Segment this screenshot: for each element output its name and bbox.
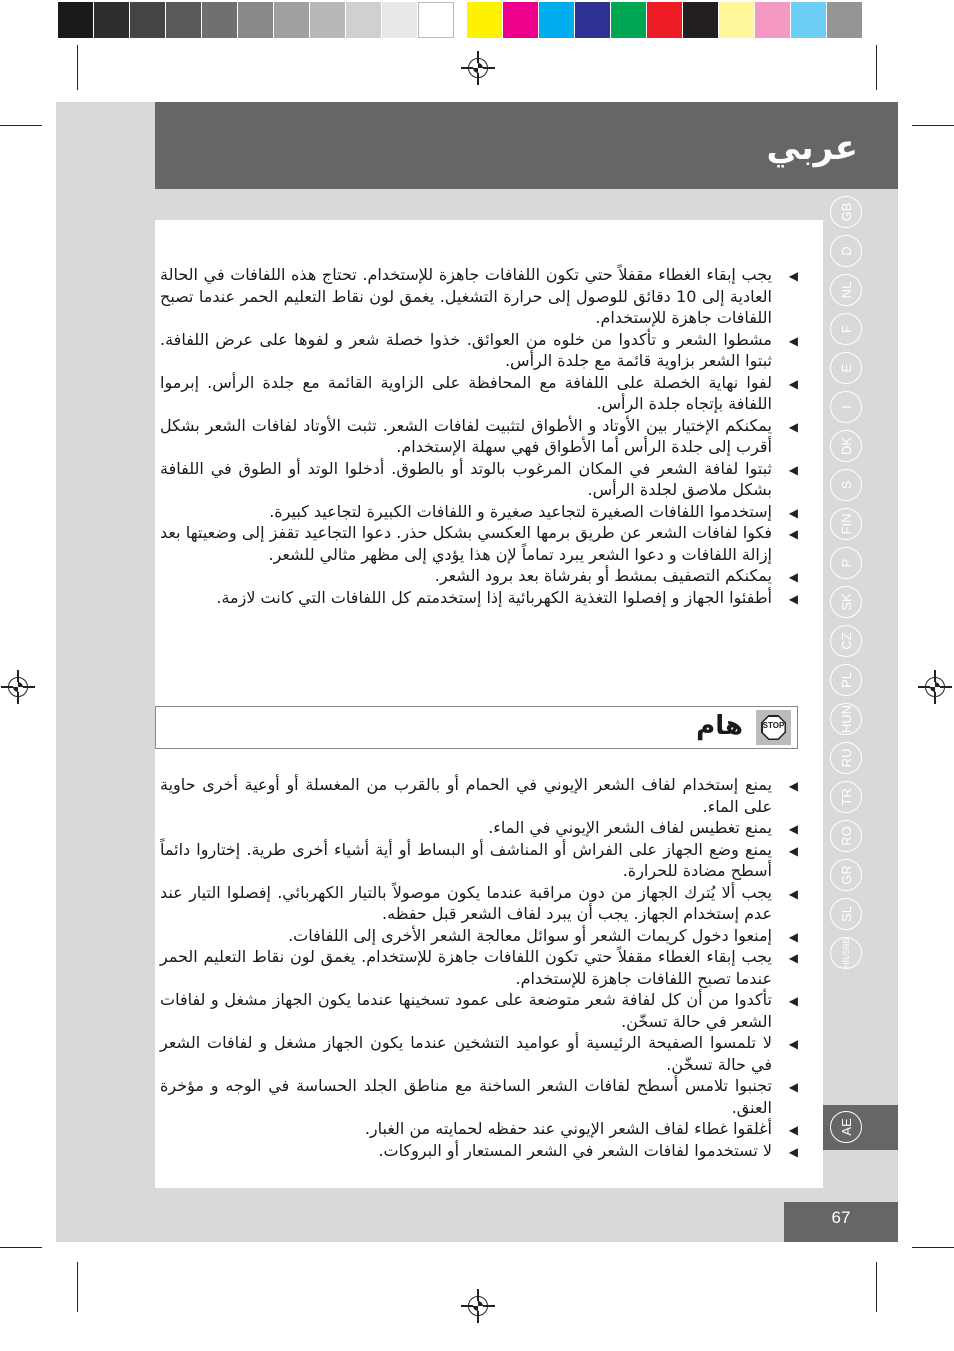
bullet-arrow-icon: ◀	[788, 843, 798, 858]
list-item-text: إستخدموا اللفافات الصغيرة لتجاعيد صغيرة و اللفافات الكبيرة لتجاعيد كبيرة.	[269, 501, 772, 521]
list-item-text: يمكنكم الإختيار بين الأوتاد و الأطواق لتثبيت لفافات الشعر. تثبت الأوتاد لفافات الشعر بشكل أقرب إلى جلدة الرأس أما الأطواق فهي سهلة الإستخدام.	[160, 415, 772, 456]
bullet-arrow-icon: ◀	[788, 505, 798, 520]
gray-swatch	[418, 2, 454, 38]
important-title: هام	[696, 711, 743, 741]
crop-mark	[77, 45, 78, 90]
language-tab: SK	[830, 586, 862, 618]
usage-instructions-list	[160, 264, 800, 608]
registration-mark-left	[5, 674, 31, 700]
color-swatch	[755, 2, 791, 38]
crop-mark	[912, 1247, 954, 1248]
crop-mark	[912, 125, 954, 126]
safety-warnings-list	[160, 774, 800, 1161]
list-item-text: أطفئوا الجهاز و إفصلوا التغذية الكهربائية إذا إستخدمتم كل اللفافات التي كانت لازمة.	[216, 587, 772, 607]
section-header	[155, 102, 898, 189]
list-item	[160, 565, 800, 587]
list-item-text: يجب إبقاء الغطاء مقفلاً حتي تكون اللفافات جاهزة للإستخدام. يغمق لون نقاط التعليم الحمر عندما تصبح اللفافات جاهزة للإستخدام.	[160, 947, 772, 988]
list-item	[160, 1075, 800, 1118]
page-number: 67	[831, 1208, 851, 1227]
gray-swatch	[130, 2, 166, 38]
language-tab: SL	[830, 898, 862, 930]
list-item	[160, 264, 800, 329]
list-item	[160, 774, 800, 817]
registration-mark-bottom	[465, 1293, 491, 1319]
bullet-arrow-icon: ◀	[788, 333, 798, 348]
color-calibration-strip	[58, 2, 863, 38]
list-item-text: يمنع إستخدام لفاف الشعر الإيوني في الحمام أو بالقرب من المغسلة أو أوعية أخرى حاوية على الماء.	[160, 775, 772, 816]
color-swatch	[467, 2, 503, 38]
crop-mark	[0, 125, 42, 126]
gray-swatch	[382, 2, 418, 38]
language-tab: PL	[830, 664, 862, 696]
bullet-arrow-icon: ◀	[788, 886, 798, 901]
language-tab: GB	[830, 196, 862, 228]
important-notice-header	[155, 706, 798, 749]
language-tab: HR/SRB	[830, 937, 862, 969]
list-item	[160, 501, 800, 523]
language-tab: E	[830, 352, 862, 384]
list-item-text: يمنع تغطيس لفاف الشعر الإيوني في الماء.	[488, 818, 772, 837]
language-tab: CZ	[830, 625, 862, 657]
list-item	[160, 817, 800, 839]
list-item	[160, 372, 800, 415]
list-item-text: لفوا نهاية الخصلة على اللفافة مع المحافظة على الزاوية القائمة مع جلدة الرأس. إبرموا اللفافة بإتجاه جلدة الرأس.	[160, 372, 772, 413]
list-item-text: تأكدوا من أن كل لفافة شعر متوضعة على عمود تسخينها عندما يكون الجهاز مشغل و لفافات الشعر في حالة تسخّن.	[160, 990, 772, 1031]
bullet-arrow-icon: ◀	[788, 591, 798, 606]
section-title: عربي	[766, 128, 858, 168]
bullet-arrow-icon: ◀	[788, 994, 798, 1008]
language-tab: D	[830, 235, 862, 267]
list-item-text: إمنعوا دخول كريمات الشعر أو سوائل معالجة الشعر الأخرى إلى اللفافات.	[288, 925, 772, 945]
gray-swatch	[166, 2, 202, 38]
bullet-arrow-icon: ◀	[788, 1037, 798, 1051]
list-item-text: يمكنكم التصفيف بمشط أو بفرشاة بعد برود الشعر.	[434, 566, 772, 585]
list-item	[160, 1140, 800, 1162]
bullet-arrow-icon: ◀	[788, 419, 798, 434]
color-swatch	[611, 2, 647, 38]
gray-swatch	[346, 2, 382, 38]
gray-swatch	[274, 2, 310, 38]
color-swatch	[719, 2, 755, 38]
color-swatch	[539, 2, 575, 38]
gray-swatch	[58, 2, 94, 38]
page-frame-bottom	[56, 1188, 898, 1242]
list-item	[160, 458, 800, 501]
stop-sign-label: STOP	[762, 721, 785, 730]
list-item	[160, 946, 800, 989]
crop-mark	[876, 45, 877, 90]
registration-mark-top	[465, 55, 491, 81]
bullet-arrow-icon: ◀	[788, 570, 798, 584]
list-item	[160, 522, 800, 565]
bullet-arrow-icon: ◀	[788, 269, 798, 283]
language-tab: RO	[830, 820, 862, 852]
gray-swatch	[202, 2, 238, 38]
language-tab: GR	[830, 859, 862, 891]
stop-sign-icon	[756, 710, 791, 745]
list-item	[160, 587, 800, 609]
language-tab: RU	[830, 742, 862, 774]
color-swatch	[827, 2, 863, 38]
list-item	[160, 415, 800, 458]
language-tab: NL	[830, 274, 862, 306]
language-tabs	[830, 196, 864, 976]
color-swatch	[647, 2, 683, 38]
registration-mark-right	[922, 674, 948, 700]
color-swatch	[683, 2, 719, 38]
color-swatch	[503, 2, 539, 38]
list-item	[160, 989, 800, 1032]
list-item	[160, 839, 800, 882]
language-tab: TR	[830, 781, 862, 813]
list-item-text: يجب إبقاء الغطاء مقفلاً حتي تكون اللفافات جاهزة للإستخدام. تحتاج هذه اللفافات في الحالة العادية إلى 10 دقائق للوصول إلى حرارة التشغيل. يغمق لون نقاط التعليم الحمر عندما تصبح اللفافات جاهزة للإستخدام.	[160, 265, 772, 327]
bullet-arrow-icon: ◀	[788, 929, 798, 944]
language-tab: HUN	[830, 703, 862, 735]
list-item	[160, 329, 800, 372]
bullet-arrow-icon: ◀	[788, 951, 798, 965]
list-item-text: يجب ألا يُترك الجهاز من دون مراقبة عندما يكون موصولاً بالتيار الكهربائي. إفصلوا التيار عند عدم إستخدام الجهاز. يجب أن يبرد لفاف الشعر قبل حفظه.	[160, 882, 772, 923]
bullet-arrow-icon: ◀	[788, 1144, 798, 1159]
gray-swatch	[310, 2, 346, 38]
list-item	[160, 882, 800, 925]
list-item-text: لا تلمسوا الصفيحة الرئيسية أو عواميد التشخين عندما يكون الجهاز مشغل و لفافات الشعر في حالة تسخّن.	[160, 1033, 772, 1074]
gray-swatch	[238, 2, 274, 38]
list-item-text: أغلقوا غطاء لفاف الشعر الإيوني عند حفظه لحمايته من الغبار.	[364, 1119, 772, 1138]
list-item-text: يمنع وضع الجهاز على الفراش أو المناشف أو البساط أو أية أشياء أخرى طرية. إختاروا دائماً أسطح مضادة للحرارة.	[160, 839, 772, 880]
crop-mark	[876, 1262, 877, 1312]
language-tab: FIN	[830, 508, 862, 540]
list-item-text: لا تستخدموا لفافات الشعر في الشعر المستعار أو البروكات.	[378, 1140, 772, 1160]
active-language-tab	[823, 1105, 898, 1150]
color-swatch	[791, 2, 827, 38]
list-item	[160, 925, 800, 947]
language-tab: DK	[830, 430, 862, 462]
list-item-text: فكوا لفافات الشعر عن طريق برمها العكسي بشكل حذر. دعوا التجاعيد تقفز إلى وضعيتها بعد إزالة اللفافات و دعوا الشعر يبرد تماماً لإن هذا يؤدي إلى مظهر مثالي للشعر.	[160, 523, 772, 564]
list-item-text: مشطوا الشعر و تأكدوا من خلوه من العوائق. خذوا خصلة شعر و لفوها على عرض اللفافة. ثبتوا الشعر بزاوية قائمة مع جلدة الرأس.	[160, 329, 772, 370]
list-item-text: ثبتوا لفافة الشعر في المكان المرغوب بالوتد أو بالطوق. أدخلوا الوتد أو الطوق في اللفافة بشكل ملاصق لجلدة الرأس.	[160, 458, 772, 499]
language-tab: S	[830, 469, 862, 501]
page-number-box	[784, 1202, 898, 1242]
gray-swatch	[94, 2, 130, 38]
crop-mark	[0, 1247, 42, 1248]
bullet-arrow-icon: ◀	[788, 376, 798, 391]
bullet-arrow-icon: ◀	[788, 1123, 798, 1137]
list-item-text: تجنبوا تلامس أسطح لفافات الشعر الساخنة مع مناطق الجلد الحساسة في الوجه و مؤخرة العنق.	[160, 1076, 772, 1117]
bullet-arrow-icon: ◀	[788, 1080, 798, 1094]
language-tab: I	[830, 391, 862, 423]
color-swatch	[575, 2, 611, 38]
list-item	[160, 1032, 800, 1075]
language-tab-active: AE	[830, 1111, 862, 1143]
crop-mark	[77, 1262, 78, 1312]
bullet-arrow-icon: ◀	[788, 822, 798, 836]
language-tab: F	[830, 313, 862, 345]
list-item	[160, 1118, 800, 1140]
language-tab: P	[830, 547, 862, 579]
bullet-arrow-icon: ◀	[788, 527, 798, 541]
bullet-arrow-icon: ◀	[788, 462, 798, 477]
bullet-arrow-icon: ◀	[788, 779, 798, 793]
page-frame-left	[56, 102, 155, 1210]
